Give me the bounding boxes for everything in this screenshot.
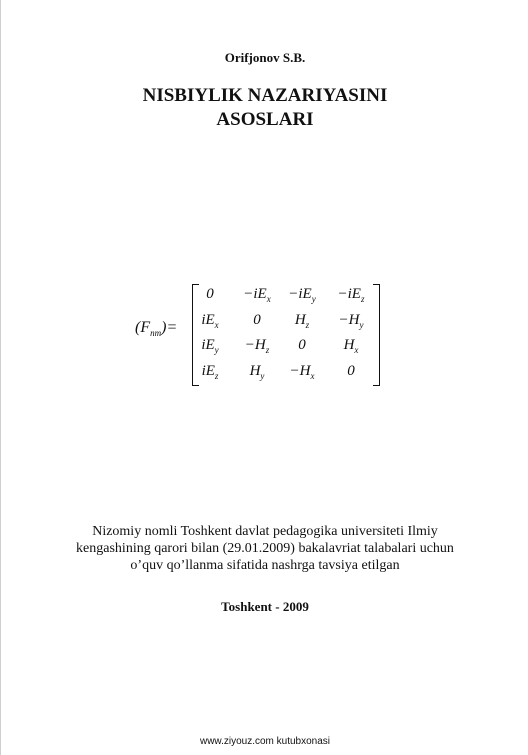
publication-place-year: Toshkent - 2009 (221, 599, 309, 614)
matrix-cell: $-iE_x$ (243, 286, 271, 304)
author-name: Orifjonov S.B. (224, 50, 306, 65)
matrix-cell: $H_y$ (249, 363, 265, 381)
field-tensor-equation (135, 282, 395, 387)
caption-line-2: kengashining qarori bilan (29.01.2009) bakalavriat talabalari uchun (76, 541, 454, 556)
matrix-cell: 0 (253, 312, 261, 328)
matrix-cell: $H_z$ (294, 312, 310, 330)
matrix-cell: $-H_z$ (244, 337, 270, 355)
matrix-right-bracket (373, 284, 380, 386)
matrix-cell: 0 (206, 286, 214, 302)
book-title (1, 84, 528, 132)
approval-caption (1, 523, 528, 574)
matrix-cell: $iE_x$ (201, 312, 219, 330)
matrix-cell: $-iE_z$ (337, 286, 365, 304)
title-line-2: ASOSLARI (216, 109, 314, 130)
matrix-cell: $iE_z$ (201, 363, 219, 381)
caption-line-3: o’quv qo’llanma sifatida nashrga tavsiya etilgan (130, 558, 400, 573)
footer-website: www.ziyouz.com kutubxonasi (199, 736, 331, 747)
title-line-1: NISBIYLIK NAZARIYASINI (142, 85, 388, 106)
matrix-cell: $iE_y$ (201, 337, 219, 355)
matrix-cell: 0 (298, 337, 306, 353)
matrix-cell: $H_x$ (343, 337, 359, 355)
matrix-cell: $-H_x$ (289, 363, 315, 381)
caption-line-1: Nizomiy nomli Toshkent davlat pedagogika universiteti Ilmiy (92, 524, 438, 539)
equation-lhs: $(F_{nm})=$ (135, 319, 178, 339)
matrix-cell: 0 (347, 363, 355, 379)
matrix-cell: $-H_y$ (338, 312, 364, 330)
matrix-cell: $-iE_y$ (288, 286, 316, 304)
